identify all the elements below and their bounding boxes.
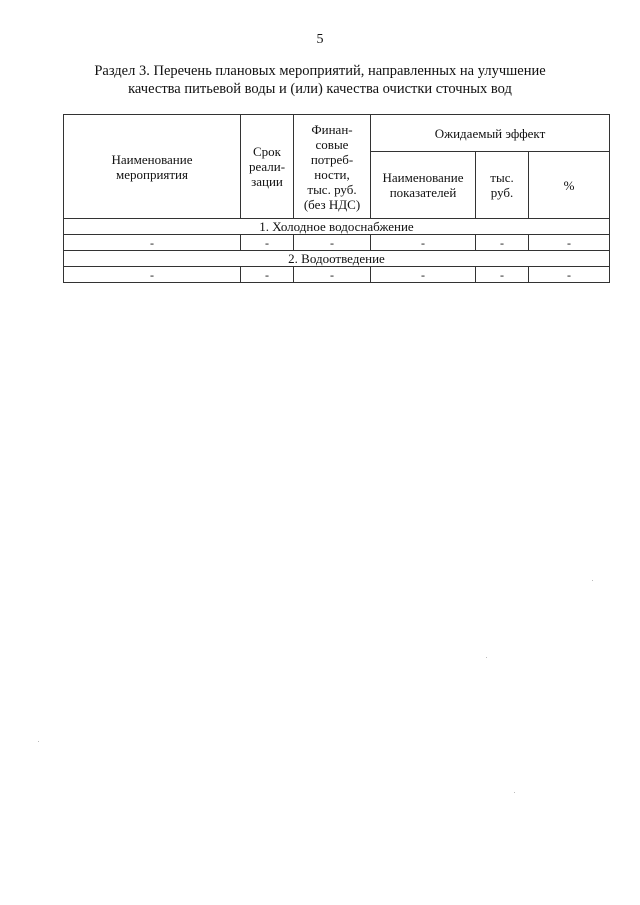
- header-measure-name: [64, 115, 241, 219]
- header-fin-line-1: Финан-: [311, 121, 353, 137]
- section-row-wastewater: [64, 251, 610, 267]
- section-title-wastewater: 2. Водоотведение: [64, 251, 610, 267]
- header-term-line-1: Срок: [253, 144, 281, 159]
- header-thousand-rub-line-2: руб.: [490, 185, 514, 200]
- header-measure-name-line-2: мероприятия: [115, 166, 188, 182]
- cell-indicators: -: [371, 267, 476, 283]
- header-thousand-rub: [476, 152, 529, 219]
- cell-financial-needs: -: [294, 267, 371, 283]
- section-row-cold-water: [64, 219, 610, 235]
- page-number: 5: [316, 32, 324, 47]
- header-indicators-line-1: Наименование: [382, 170, 464, 185]
- cell-indicators: -: [371, 235, 476, 251]
- header-term-line-3: зации: [251, 174, 283, 189]
- scan-speck: [38, 741, 39, 742]
- header-term: [241, 115, 294, 219]
- cell-financial-needs: -: [294, 235, 371, 251]
- header-term-line-2: реали-: [248, 159, 286, 174]
- header-percent: %: [529, 152, 610, 219]
- scan-speck: [592, 580, 593, 581]
- cell-percent: -: [529, 235, 610, 251]
- cell-thousand-rub: -: [476, 235, 529, 251]
- scan-speck: [486, 657, 487, 658]
- section-title-line-2: качества питьевой воды и (или) качества очистки сточных вод: [128, 81, 512, 97]
- header-row-1: [64, 115, 610, 152]
- cell-measure-name: -: [64, 235, 241, 251]
- header-indicators-line-2: показателей: [389, 185, 457, 200]
- section-title-line-1: Раздел 3. Перечень плановых мероприятий, направленных на улучшение: [94, 63, 546, 79]
- header-fin-line-5: тыс. руб.: [307, 181, 357, 197]
- header-fin-line-2: совые: [315, 136, 349, 152]
- header-expected-effect: Ожидаемый эффект: [371, 115, 610, 152]
- planned-measures-table: [63, 114, 610, 283]
- cell-thousand-rub: -: [476, 267, 529, 283]
- scan-speck: [514, 792, 515, 793]
- cell-term: -: [241, 235, 294, 251]
- section-title: [60, 62, 580, 98]
- section-title-cold-water: 1. Холодное водоснабжение: [64, 219, 610, 235]
- cell-term: -: [241, 267, 294, 283]
- header-indicators: [371, 152, 476, 219]
- table-row: [64, 235, 610, 251]
- header-financial-needs: [294, 115, 371, 219]
- header-fin-line-6: (без НДС): [303, 196, 361, 212]
- header-measure-name-line-1: Наименование: [111, 151, 193, 167]
- header-fin-line-4: ности,: [314, 166, 350, 182]
- header-thousand-rub-line-1: тыс.: [490, 170, 514, 185]
- cell-measure-name: -: [64, 267, 241, 283]
- header-fin-line-3: потреб-: [310, 151, 354, 167]
- cell-percent: -: [529, 267, 610, 283]
- table-row: [64, 267, 610, 283]
